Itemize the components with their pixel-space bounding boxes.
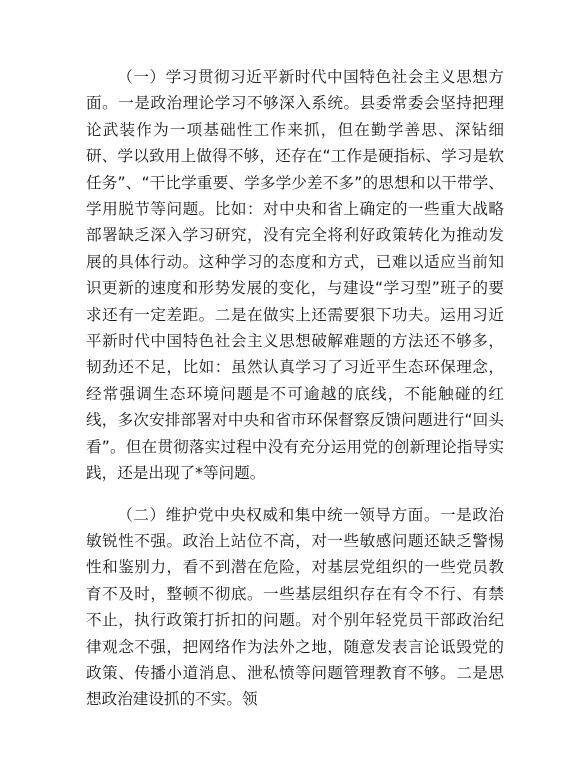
document-body: [86, 64, 504, 713]
paragraph-political-theory-study: （一）学习贯彻习近平新时代中国特色社会主义思想方面。一是政治理论学习不够深入系统。县委常委会坚持把理论武装作为一项基础性工作来抓，但在勤学善思、深钻细研、学以致用上做得不够，还存在“工作是硬指标、学习是软任务”、“干比学重要、学多学少差不多”的思想和以干带学、学用脱节等问题。比如：对中央和省上确定的一些重大战略部署缺乏深入学习研究，没有完全将利好政策转化为推动发展的具体行动。这种学习的态度和方式，已难以适应当前知识更新的速度和形势发展的变化，与建设“学习型”班子的要求还有一定差距。二是在做实上还需要狠下功夫。运用习近平新时代中国特色社会主义思想破解难题的方法还不够多，韧劲还不足，比如：虽然认真学习了习近平生态环保理念，经常强调生态环境问题是不可逾越的底线，不能触碰的红线，多次安排部署对中央和省市环保督察反馈问题进行“回头看”。但在贯彻落实过程中没有充分运用党的创新理论指导实践，还是出现了*等问题。: [86, 68, 504, 483]
paragraph-party-central-authority: （二）维护党中央权威和集中统一领导方面。一是政治敏锐性不强。政治上站位不高，对一些敏感问题还缺乏警惕性和鉴别力，看不到潜在危险，对基层党组织的一些党员教育不及时，整顿不彻底。一些基层组织存在有令不行、有禁不止，执行政策打折扣的问题。对个别年轻党员干部政治纪律观念不强，把网络作为法外之地，随意发表言论诋毁党的政策、传播小道消息、泄私愤等问题管理教育不够。二是思想政治建设抓的不实。领: [86, 505, 504, 709]
